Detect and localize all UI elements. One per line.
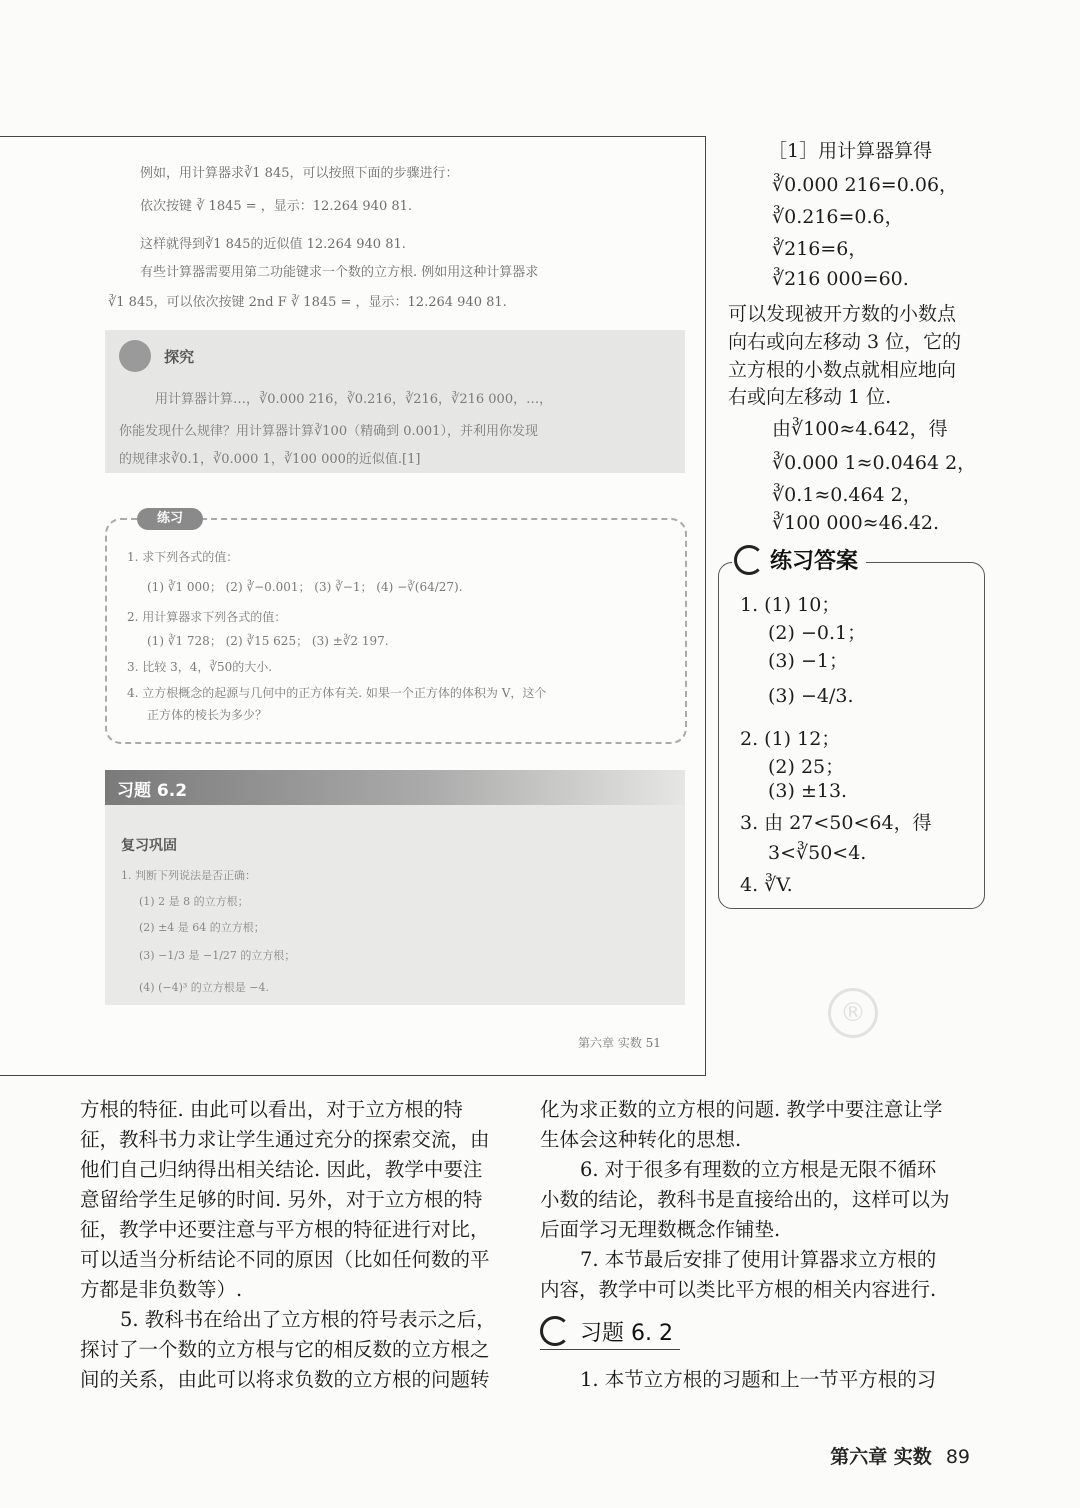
- body-line: 方根的特征. 由此可以看出，对于立方根的特: [80, 1098, 463, 1121]
- heading-underline: [540, 1349, 680, 1350]
- body-line: 征，教学中还要注意与平方根的特征进行对比，: [80, 1218, 490, 1241]
- swirl-icon: [734, 545, 764, 575]
- explore-box: [105, 330, 685, 473]
- practice-line: 2. 用计算器求下列各式的值：: [127, 610, 287, 624]
- practice-line: 正方体的棱长为多少？: [147, 708, 268, 722]
- textbook-footer: 第六章 实数 51: [578, 1036, 661, 1050]
- explore-line: 用计算器计算…，∛0.000 216，∛0.216，∛216，∛216 000，…，: [155, 392, 553, 407]
- textbook-line: ∛1 845，可以依次按键 2nd F ∛ 1845 = ，显示：12.264 940 81.: [108, 295, 507, 310]
- explore-icon: [119, 340, 151, 372]
- margin-note-line: ∛216 000=60.: [772, 268, 909, 290]
- exercises-band-title: 习题 6.2: [117, 781, 188, 801]
- exercise-line: (3) −1/3 是 −1/27 的立方根；: [139, 949, 296, 962]
- margin-note-line: ∛0.1≈0.464 2，: [772, 484, 922, 506]
- explore-header: [119, 340, 194, 372]
- practice-line: 3. 比较 3，4，∛50的大小.: [127, 660, 273, 674]
- practice-line: (1) ∛1 000； (2) ∛−0.001； (3) ∛−1； (4) −∛(64/27).: [147, 580, 463, 594]
- explore-title: 探究: [164, 347, 195, 366]
- body-line: 探讨了一个数的立方根与它的相反数的立方根之: [80, 1338, 490, 1361]
- body-line: 小数的结论，教科书是直接给出的，这样可以为: [540, 1188, 950, 1211]
- exercise-line: (1) 2 是 8 的立方根；: [139, 895, 249, 908]
- answer-line: 4. ∛V.: [740, 874, 793, 896]
- explore-line: 你能发现什么规律？用计算器计算∛100（精确到 0.001），并利用你发现: [119, 424, 538, 439]
- registered-watermark: ®: [828, 988, 878, 1038]
- answer-line: (3) ±13.: [768, 780, 848, 802]
- body-line: 征，教科书力求让学生通过充分的探索交流，由: [80, 1128, 490, 1151]
- textbook-line: 例如，用计算器求∛1 845，可以按照下面的步骤进行：: [140, 166, 459, 181]
- margin-note-line: ∛100 000≈46.42.: [772, 512, 940, 534]
- body-line: 方都是非负数等）.: [80, 1278, 243, 1301]
- answer-line: 1. (1) 10；: [740, 594, 841, 616]
- textbook-line: 依次按键 ∛ 1845 = ，显示：12.264 940 81.: [140, 199, 413, 214]
- body-line: 7. 本节最后安排了使用计算器求立方根的: [580, 1248, 937, 1271]
- answer-line: 3. 由 27<50<64，得: [740, 812, 932, 834]
- body-line: 化为求正数的立方根的问题. 教学中要注意让学: [540, 1098, 943, 1121]
- body-line: 意留给学生足够的时间. 另外，对于立方根的特: [80, 1188, 483, 1211]
- page-number: 89: [945, 1446, 970, 1468]
- practice-tab: 练习: [137, 508, 203, 530]
- margin-note-line: 右或向左移动 1 位.: [728, 386, 892, 408]
- body-line: 他们自己归纳得出相关结论. 因此，教学中要注: [80, 1158, 483, 1181]
- body-line: 6. 对于很多有理数的立方根是无限不循环: [580, 1158, 937, 1181]
- review-title: 复习巩固: [121, 838, 177, 854]
- body-line: 后面学习无理数概念作铺垫.: [540, 1218, 781, 1241]
- body-line: 1. 本节立方根的习题和上一节平方根的习: [580, 1368, 937, 1391]
- body-line: 内容，教学中可以类比平方根的相关内容进行.: [540, 1278, 937, 1301]
- exercises-section-title: 习题 6. 2: [580, 1321, 673, 1346]
- answer-line: (3) −1；: [768, 650, 848, 672]
- swirl-icon: [540, 1316, 570, 1346]
- exercises-band: [105, 770, 685, 805]
- explore-line: 的规律求∛0.1，∛0.000 1，∛100 000的近似值.[1]: [119, 452, 421, 467]
- practice-line: 4. 立方根概念的起源与几何中的正方体有关. 如果一个正方体的体积为 V，这个: [127, 686, 547, 700]
- answer-line: (3) −4/3.: [768, 685, 854, 707]
- margin-note-line: 立方根的小数点就相应地向: [728, 359, 957, 381]
- page-footer: [830, 1442, 970, 1469]
- practice-box: [105, 511, 687, 744]
- practice-line: 1. 求下列各式的值：: [127, 550, 239, 564]
- body-line: 可以适当分析结论不同的原因（比如任何数的平: [80, 1248, 490, 1271]
- margin-note-line: 由∛100≈4.642，得: [772, 418, 948, 440]
- margin-note-line: ∛216=6，: [772, 238, 868, 260]
- practice-line: (1) ∛1 728； (2) ∛15 625； (3) ±∛2 197.: [147, 634, 389, 648]
- answers-header: [732, 544, 866, 575]
- answer-line: (2) −0.1；: [768, 622, 867, 644]
- body-line: 生体会这种转化的思想.: [540, 1128, 742, 1151]
- margin-note-line: 向右或向左移动 3 位，它的: [728, 331, 962, 353]
- textbook-line: 有些计算器需要用第二功能键求一个数的立方根. 例如用这种计算器求: [140, 265, 539, 280]
- answer-line: 3<∛50<4.: [768, 842, 867, 864]
- margin-note-line: ［1］用计算器算得: [768, 140, 933, 162]
- margin-note-line: ∛0.000 216=0.06，: [772, 174, 959, 196]
- textbook-line: 这样就得到∛1 845的近似值 12.264 940 81.: [140, 237, 406, 252]
- exercises-body: [105, 805, 685, 1005]
- margin-note-line: 可以发现被开方数的小数点: [728, 303, 957, 325]
- exercises-section-heading: [538, 1314, 680, 1350]
- answer-line: 2. (1) 12；: [740, 728, 841, 750]
- chapter-label: 第六章 实数: [830, 1446, 932, 1468]
- exercise-line: (4) (−4)³ 的立方根是 −4.: [139, 981, 269, 994]
- body-line: 间的关系，由此可以将求负数的立方根的问题转: [80, 1368, 490, 1391]
- exercise-line: (2) ±4 是 64 的立方根；: [139, 921, 265, 934]
- exercise-line: 1. 判断下列说法是否正确：: [121, 869, 256, 882]
- answers-title: 练习答案: [770, 549, 859, 574]
- body-line: 5. 教科书在给出了立方根的符号表示之后，: [120, 1308, 496, 1331]
- answer-line: (2) 25；: [768, 756, 845, 778]
- margin-note-line: ∛0.216=0.6，: [772, 206, 904, 228]
- margin-note-line: ∛0.000 1≈0.0464 2，: [772, 452, 977, 474]
